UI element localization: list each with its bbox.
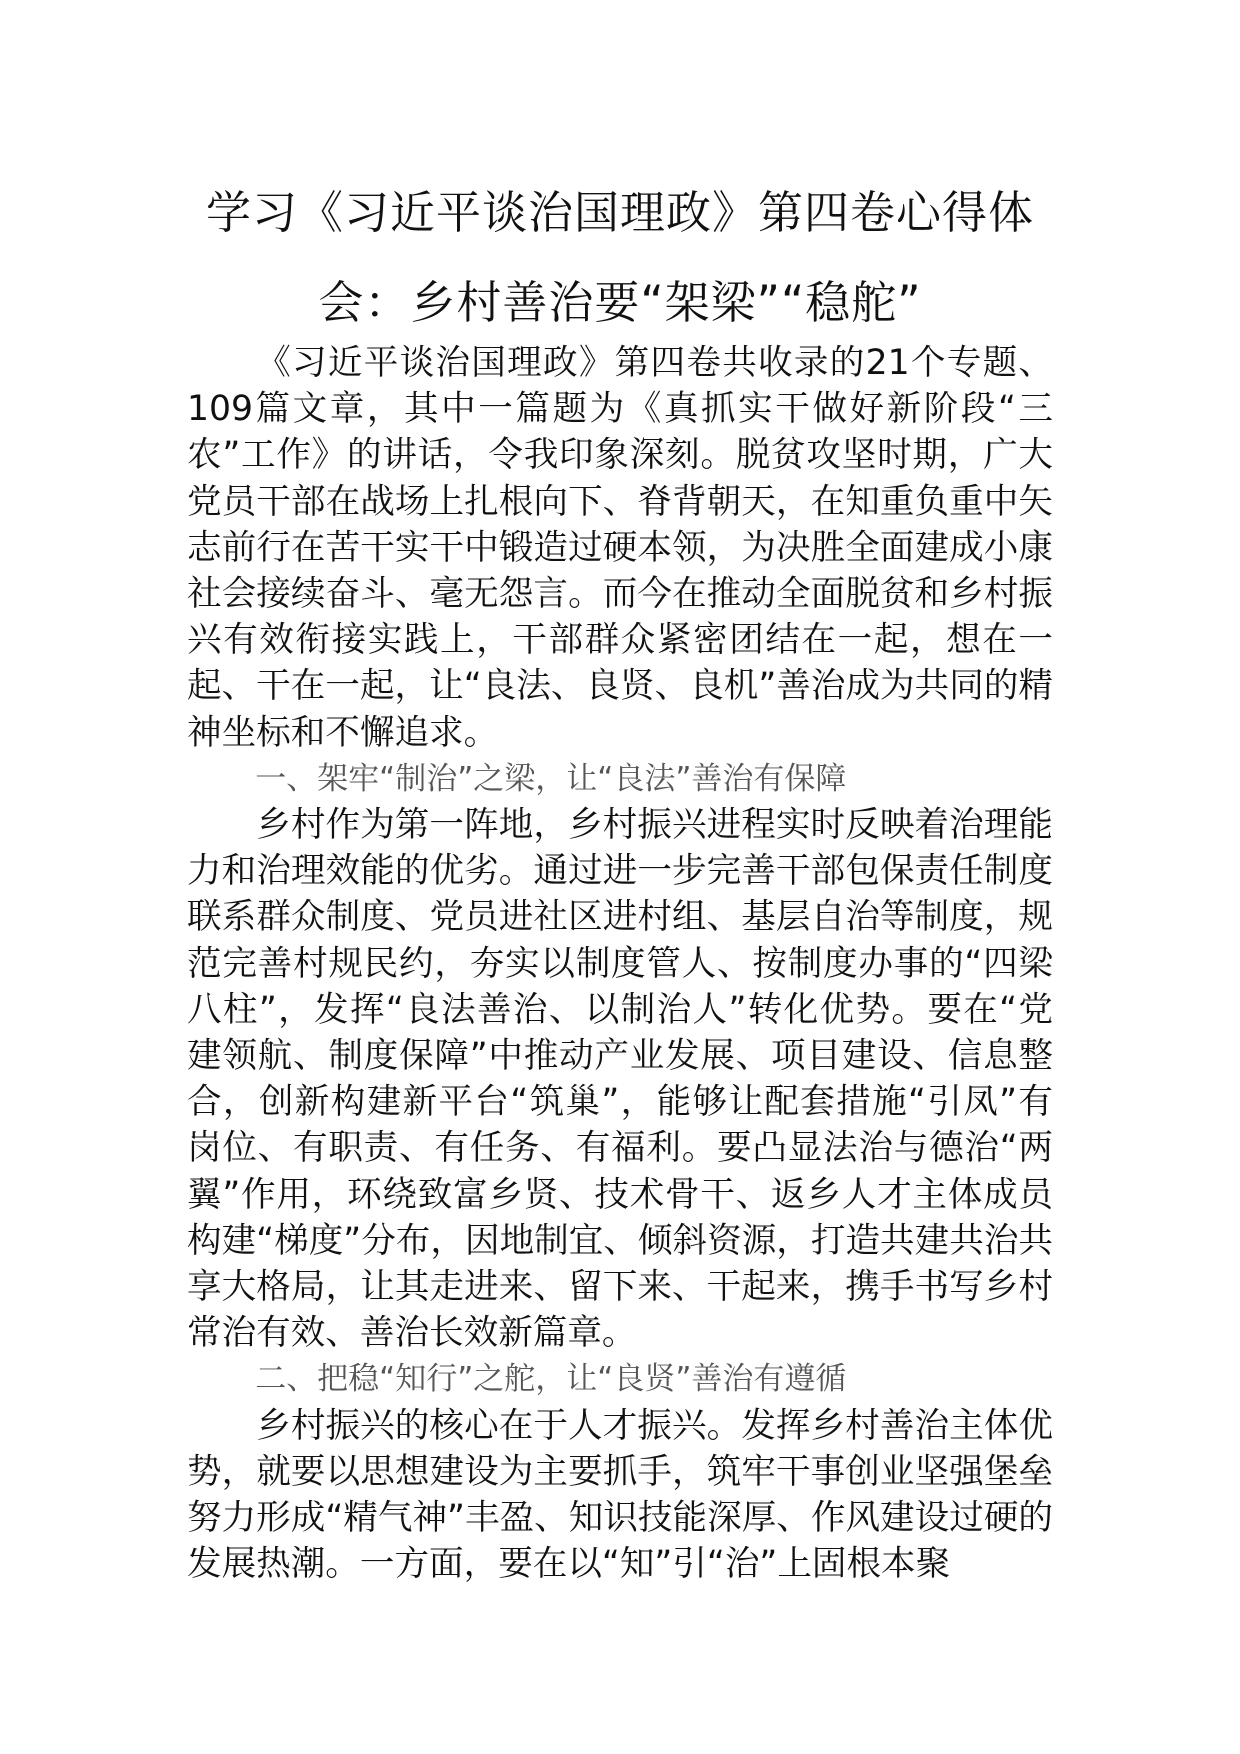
section-2-heading: 二、把稳“知行”之舵，让“良贤”善治有遵循 [255,1361,847,1398]
intro-paragraph: 《习近平谈治国理政》第四卷共收录的21个专题、109篇文章，其中一篇题为《真抓实干做好新阶段“三农”工作》的讲话，令我印象深刻。脱贫攻坚时期，广大党员干部在战场上扎根向下、脊背朝天，在知重负重中矢志前行在苦干实干中锻造过硬本领，为决胜全面建成小康社会接续奋斗、毫无怨言。而今在推动全面脱贫和乡村振兴有效衔接实践上，干部群众紧密团结在一起，想在一起、干在一起，让“良法、良贤、良机”善治成为共同的精神坐标和不懈追求。 [187,343,1053,753]
section-2-paragraph: 乡村振兴的核心在于人才振兴。发挥乡村善治主体优势，就要以思想建设为主要抓手，筑牢干事创业坚强堡垒努力形成“精气神”丰盈、知识技能深厚、作风建设过硬的发展热潮。一方面，要在以“知”引“治”上固根本聚 [187,1405,1053,1585]
section-1-paragraph: 乡村作为第一阵地，乡村振兴进程实时反映着治理能力和治理效能的优劣。通过进一步完善干部包保责任制度联系群众制度、党员进社区进村组、基层自治等制度，规范完善村规民约，夯实以制度管人、按制度办事的“四梁八柱”，发挥“良法善治、以制治人”转化优势。要在“党建领航、制度保障”中推动产业发展、项目建设、信息整合，创新构建新平台“筑巢”，能够让配套措施“引凤”有岗位、有职责、有任务、有福利。要凸显法治与德治“两翼”作用，环绕致富乡贤、技术骨干、返乡人才主体成员构建“梯度”分布，因地制宜、倾斜资源，打造共建共治共享大格局，让其走进来、留下来、干起来，携手书写乡村常治有效、善治长效新篇章。 [187,805,1053,1354]
document-body [187,168,1053,1587]
title-line-2: 会：乡村善治要“架梁”“稳舵” [318,276,922,329]
section-1-heading: 一、架牢“制治”之梁，让“良法”善治有保障 [255,760,847,797]
document-title [187,168,1053,348]
title-line-1: 学习《习近平谈治国理政》第四卷心得体 [205,186,1034,239]
